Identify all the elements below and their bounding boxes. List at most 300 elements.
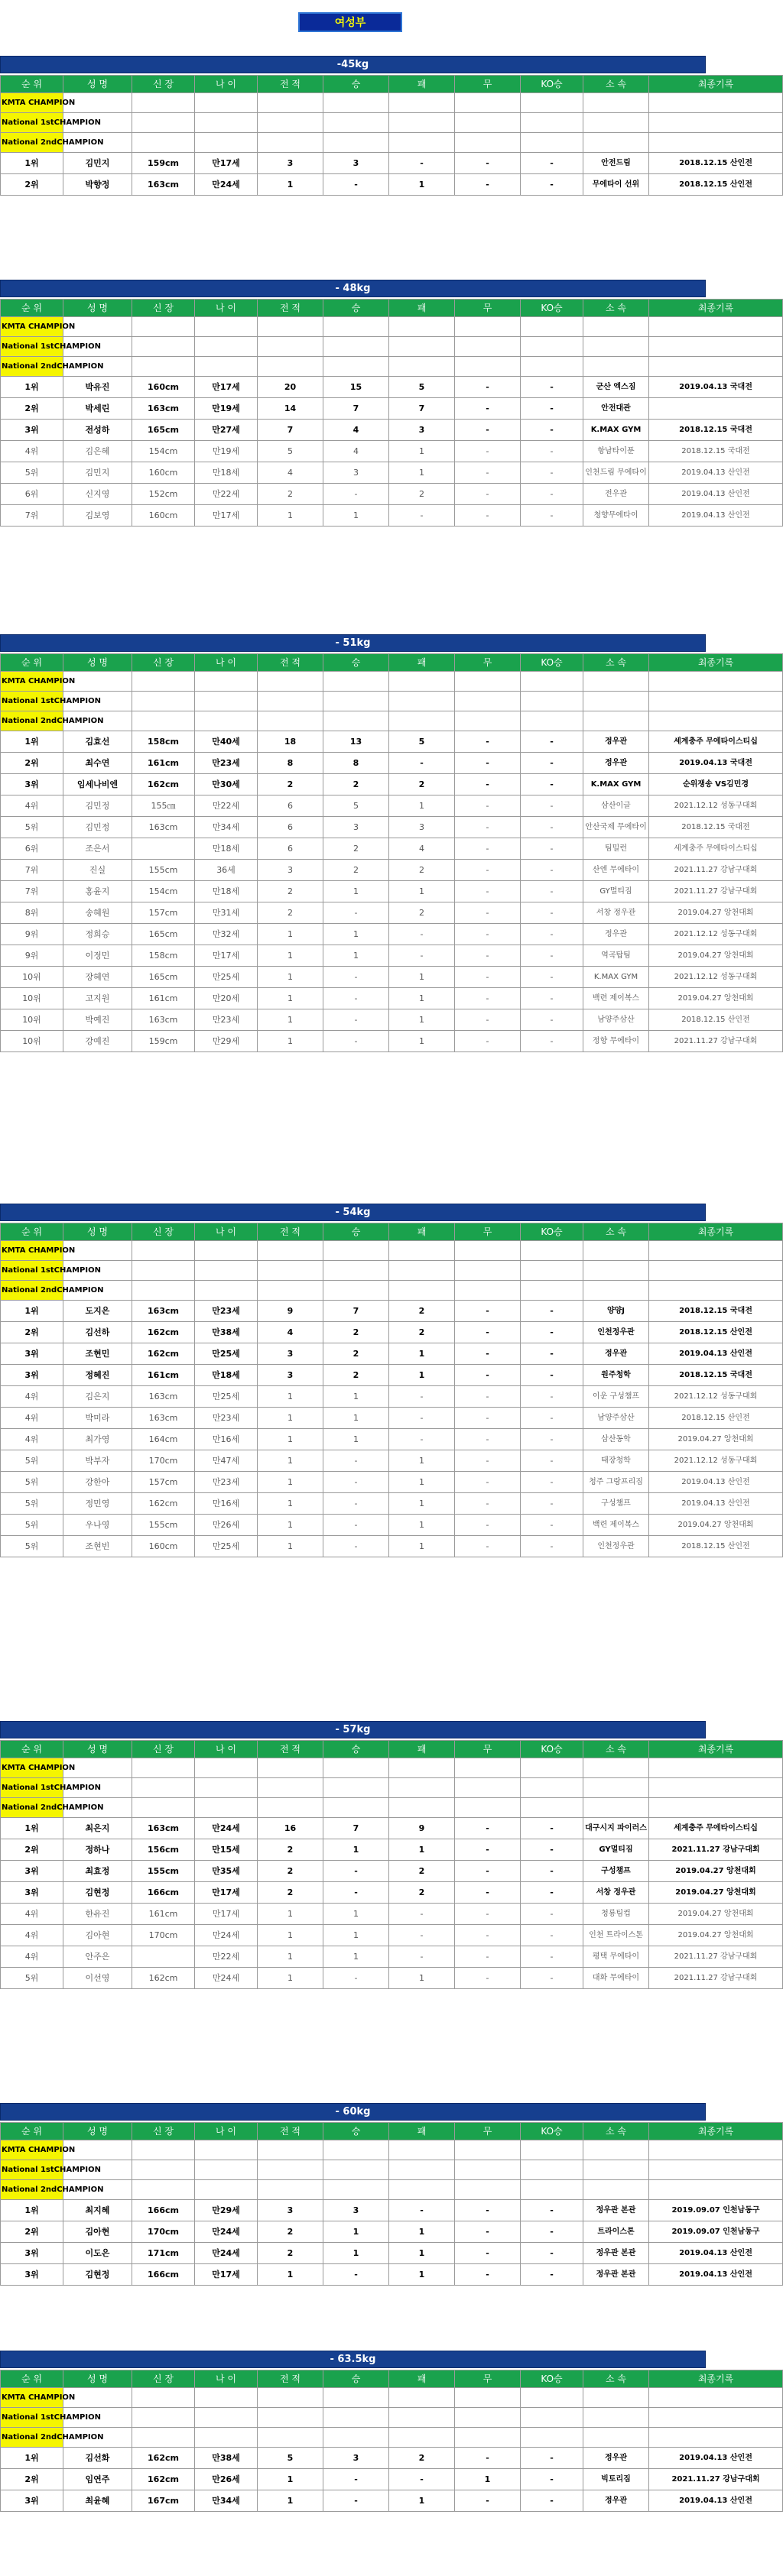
table-row xyxy=(1,2264,783,2286)
cell-age: 만17세 xyxy=(195,945,258,967)
cell-loss: 2 xyxy=(389,2448,455,2469)
cell-last: 2018.12.15 국대전 xyxy=(649,441,783,462)
cell-rank: 10위 xyxy=(1,1009,63,1031)
cell-height: 152cm xyxy=(132,484,195,505)
empty-cell xyxy=(323,672,389,692)
cell-loss: 2 xyxy=(389,1301,455,1322)
column-header: 무 xyxy=(455,1741,521,1758)
cell-name: 강예진 xyxy=(63,1031,132,1052)
cell-last: 2019.04.13 산인전 xyxy=(649,2448,783,2469)
empty-cell xyxy=(258,1758,323,1778)
cell-age: 만20세 xyxy=(195,988,258,1009)
column-header: 최종기록 xyxy=(649,300,783,317)
cell-win: 2 xyxy=(323,860,389,881)
cell-win: - xyxy=(323,1861,389,1882)
cell-ko: - xyxy=(521,2264,583,2286)
empty-cell xyxy=(389,2180,455,2200)
cell-record: 2 xyxy=(258,1839,323,1861)
cell-rank: 7위 xyxy=(1,881,63,902)
cell-rank: 3위 xyxy=(1,1861,63,1882)
cell-record: 1 xyxy=(258,1515,323,1536)
column-header: 무 xyxy=(455,300,521,317)
cell-win: 1 xyxy=(323,1946,389,1968)
empty-cell xyxy=(583,357,649,377)
cell-draw: - xyxy=(455,945,521,967)
cell-team: 대화 무에타이 xyxy=(583,1968,649,1989)
cell-name: 전성하 xyxy=(63,420,132,441)
empty-cell xyxy=(258,2180,323,2200)
table-row xyxy=(1,377,783,398)
empty-cell xyxy=(649,2140,783,2160)
cell-name: 박세린 xyxy=(63,398,132,420)
table-header-row xyxy=(1,1741,783,1758)
table-header-row xyxy=(1,654,783,672)
cell-win: 1 xyxy=(323,2243,389,2264)
cell-loss: - xyxy=(389,2469,455,2490)
cell-age: 만23세 xyxy=(195,1408,258,1429)
cell-name: 이선영 xyxy=(63,1968,132,1989)
cell-last: 2019.04.13 산인전 xyxy=(649,1343,783,1365)
empty-cell xyxy=(195,711,258,731)
cell-loss: - xyxy=(389,2200,455,2221)
cell-win: 4 xyxy=(323,441,389,462)
empty-cell xyxy=(583,2408,649,2428)
empty-cell xyxy=(649,2388,783,2408)
cell-rank: 10위 xyxy=(1,967,63,988)
cell-name: 안주은 xyxy=(63,1946,132,1968)
cell-rank: 5위 xyxy=(1,1968,63,1989)
cell-ko: - xyxy=(521,1861,583,1882)
cell-ko: - xyxy=(521,860,583,881)
cell-ko: - xyxy=(521,398,583,420)
empty-cell xyxy=(521,1758,583,1778)
cell-draw: - xyxy=(455,1343,521,1365)
column-header: KO승 xyxy=(521,300,583,317)
cell-ko: - xyxy=(521,988,583,1009)
cell-loss: - xyxy=(389,153,455,174)
cell-rank: 2위 xyxy=(1,1322,63,1343)
champion-row xyxy=(1,1281,783,1301)
cell-last: 2019.04.27 앙천대회 xyxy=(649,988,783,1009)
cell-name: 송혜원 xyxy=(63,902,132,924)
cell-loss: 9 xyxy=(389,1818,455,1839)
table-row xyxy=(1,753,783,774)
empty-cell xyxy=(521,692,583,711)
empty-cell xyxy=(389,711,455,731)
cell-draw: - xyxy=(455,484,521,505)
cell-rank: 3위 xyxy=(1,1882,63,1904)
empty-cell xyxy=(455,2160,521,2180)
cell-rank: 5위 xyxy=(1,1472,63,1493)
cell-win: - xyxy=(323,967,389,988)
cell-ko: - xyxy=(521,1904,583,1925)
cell-ko: - xyxy=(521,1925,583,1946)
empty-cell xyxy=(258,337,323,357)
weight-class-header: - 48kg xyxy=(0,280,706,297)
cell-height: 155cm xyxy=(132,860,195,881)
champion-label: National 1stCHAMPION xyxy=(1,113,63,133)
cell-rank: 10위 xyxy=(1,1031,63,1052)
cell-loss: 1 xyxy=(389,441,455,462)
cell-name: 도지은 xyxy=(63,1301,132,1322)
cell-loss: 2 xyxy=(389,774,455,795)
cell-rank: 5위 xyxy=(1,1515,63,1536)
empty-cell xyxy=(258,2388,323,2408)
cell-age: 만22세 xyxy=(195,484,258,505)
cell-win: - xyxy=(323,1493,389,1515)
empty-cell xyxy=(583,317,649,337)
table-row xyxy=(1,2469,783,2490)
cell-team: 서창 정우관 xyxy=(583,902,649,924)
empty-cell xyxy=(132,2388,195,2408)
cell-record: 2 xyxy=(258,902,323,924)
cell-last: 2021.12.12 성동구대회 xyxy=(649,967,783,988)
empty-cell xyxy=(132,337,195,357)
cell-draw: - xyxy=(455,398,521,420)
cell-team: 삼산이글 xyxy=(583,795,649,817)
cell-loss: 1 xyxy=(389,881,455,902)
cell-record: 1 xyxy=(258,1386,323,1408)
champion-label: National 2ndCHAMPION xyxy=(1,357,63,377)
empty-cell xyxy=(649,692,783,711)
cell-draw: - xyxy=(455,838,521,860)
cell-team: 청향무에타이 xyxy=(583,505,649,527)
empty-cell xyxy=(649,317,783,337)
empty-cell xyxy=(521,1281,583,1301)
cell-height: 166cm xyxy=(132,1882,195,1904)
cell-ko: - xyxy=(521,462,583,484)
column-header: 나 이 xyxy=(195,1741,258,1758)
cell-record: 3 xyxy=(258,2200,323,2221)
cell-team: 인천드림 무에타이 xyxy=(583,462,649,484)
cell-record: 9 xyxy=(258,1301,323,1322)
cell-win: 2 xyxy=(323,1343,389,1365)
champion-label: KMTA CHAMPION xyxy=(1,317,63,337)
empty-cell xyxy=(455,711,521,731)
cell-ko: - xyxy=(521,817,583,838)
cell-last: 2018.12.15 산인전 xyxy=(649,153,783,174)
cell-last: 2019.04.13 산인전 xyxy=(649,2264,783,2286)
empty-cell xyxy=(389,93,455,113)
champion-label: National 1stCHAMPION xyxy=(1,2408,63,2428)
cell-age: 만34세 xyxy=(195,817,258,838)
cell-draw: - xyxy=(455,881,521,902)
cell-rank: 5위 xyxy=(1,817,63,838)
champion-row xyxy=(1,692,783,711)
cell-win: 1 xyxy=(323,945,389,967)
cell-name: 박미라 xyxy=(63,1408,132,1429)
cell-draw: - xyxy=(455,924,521,945)
column-header: 소 속 xyxy=(583,300,649,317)
champion-label: National 2ndCHAMPION xyxy=(1,2180,63,2200)
cell-ko: - xyxy=(521,1493,583,1515)
cell-win: 7 xyxy=(323,398,389,420)
column-header: 전 적 xyxy=(258,1741,323,1758)
cell-ko: - xyxy=(521,1946,583,1968)
cell-ko: - xyxy=(521,1301,583,1322)
empty-cell xyxy=(583,1241,649,1261)
cell-height: 163cm xyxy=(132,1009,195,1031)
cell-last: 2018.12.15 국대전 xyxy=(649,817,783,838)
empty-cell xyxy=(258,711,323,731)
empty-cell xyxy=(389,1241,455,1261)
cell-rank: 1위 xyxy=(1,1301,63,1322)
cell-ko: - xyxy=(521,1515,583,1536)
cell-team: 인천 트라이스톤 xyxy=(583,1925,649,1946)
champion-label: National 2ndCHAMPION xyxy=(1,1281,63,1301)
empty-cell xyxy=(258,1798,323,1818)
cell-team: 정우관 xyxy=(583,2490,649,2512)
empty-cell xyxy=(649,113,783,133)
cell-height: 163cm xyxy=(132,1408,195,1429)
empty-cell xyxy=(195,1261,258,1281)
cell-draw: - xyxy=(455,2448,521,2469)
cell-team: 정우관 xyxy=(583,924,649,945)
champion-row xyxy=(1,2408,783,2428)
champion-label: KMTA CHAMPION xyxy=(1,1758,63,1778)
table-row xyxy=(1,153,783,174)
cell-win: 7 xyxy=(323,1818,389,1839)
cell-win: 15 xyxy=(323,377,389,398)
column-header: 나 이 xyxy=(195,76,258,93)
cell-team: 인천정우관 xyxy=(583,1322,649,1343)
cell-loss: - xyxy=(389,1946,455,1968)
empty-cell xyxy=(649,1778,783,1798)
cell-rank: 10위 xyxy=(1,988,63,1009)
cell-win: 4 xyxy=(323,420,389,441)
cell-name: 최지혜 xyxy=(63,2200,132,2221)
cell-draw: - xyxy=(455,2200,521,2221)
cell-name: 김보영 xyxy=(63,505,132,527)
cell-name: 김현정 xyxy=(63,2264,132,2286)
column-header: 전 적 xyxy=(258,1223,323,1241)
empty-cell xyxy=(583,133,649,153)
cell-name: 김선화 xyxy=(63,2448,132,2469)
cell-loss: 1 xyxy=(389,1968,455,1989)
cell-ko: - xyxy=(521,1408,583,1429)
cell-loss: 2 xyxy=(389,860,455,881)
empty-cell xyxy=(455,2180,521,2200)
empty-cell xyxy=(521,93,583,113)
cell-rank: 4위 xyxy=(1,1429,63,1450)
column-header: 신 장 xyxy=(132,1223,195,1241)
cell-team: 남양주삼산 xyxy=(583,1009,649,1031)
cell-draw: - xyxy=(455,1536,521,1557)
table-row xyxy=(1,1536,783,1557)
cell-height: 158cm xyxy=(132,945,195,967)
column-header: 신 장 xyxy=(132,300,195,317)
cell-record: 1 xyxy=(258,1031,323,1052)
empty-cell xyxy=(323,357,389,377)
cell-team: K.MAX GYM xyxy=(583,967,649,988)
cell-record: 18 xyxy=(258,731,323,753)
empty-cell xyxy=(389,317,455,337)
empty-cell xyxy=(323,1758,389,1778)
cell-win: 1 xyxy=(323,881,389,902)
cell-last: 2019.04.27 앙천대회 xyxy=(649,1861,783,1882)
cell-draw: - xyxy=(455,1882,521,1904)
column-header: 순 위 xyxy=(1,300,63,317)
cell-ko: - xyxy=(521,1536,583,1557)
cell-team: 정우관 xyxy=(583,753,649,774)
cell-age: 만29세 xyxy=(195,2200,258,2221)
cell-last: 2019.04.13 산인전 xyxy=(649,1493,783,1515)
column-header: 성 명 xyxy=(63,2370,132,2388)
empty-cell xyxy=(323,2180,389,2200)
cell-height: 161cm xyxy=(132,753,195,774)
cell-team: 정우관 xyxy=(583,731,649,753)
champion-label: National 1stCHAMPION xyxy=(1,692,63,711)
champion-row xyxy=(1,1758,783,1778)
cell-age: 만27세 xyxy=(195,420,258,441)
ranking-table xyxy=(0,2122,783,2286)
cell-rank: 3위 xyxy=(1,2264,63,2286)
empty-cell xyxy=(195,1241,258,1261)
cell-rank: 4위 xyxy=(1,1925,63,1946)
cell-age: 만26세 xyxy=(195,1515,258,1536)
column-header: 패 xyxy=(389,1223,455,1241)
column-header: KO승 xyxy=(521,1223,583,1241)
cell-height: 164cm xyxy=(132,1429,195,1450)
cell-age: 만26세 xyxy=(195,2469,258,2490)
table-row xyxy=(1,1946,783,1968)
column-header: 전 적 xyxy=(258,654,323,672)
cell-record: 1 xyxy=(258,1493,323,1515)
cell-team: 대구시지 파이러스 xyxy=(583,1818,649,1839)
cell-loss: 3 xyxy=(389,817,455,838)
table-row xyxy=(1,2448,783,2469)
cell-loss: 5 xyxy=(389,731,455,753)
cell-loss: 1 xyxy=(389,795,455,817)
cell-height: 158cm xyxy=(132,731,195,753)
empty-cell xyxy=(132,672,195,692)
cell-loss: 1 xyxy=(389,462,455,484)
empty-cell xyxy=(258,133,323,153)
cell-team: 역곡탑팀 xyxy=(583,945,649,967)
cell-last: 2021.11.27 강남구대회 xyxy=(649,2469,783,2490)
empty-cell xyxy=(132,711,195,731)
cell-name: 임연주 xyxy=(63,2469,132,2490)
cell-draw: - xyxy=(455,1450,521,1472)
cell-ko: - xyxy=(521,1968,583,1989)
empty-cell xyxy=(389,1778,455,1798)
table-row xyxy=(1,420,783,441)
empty-cell xyxy=(323,93,389,113)
weight-class-header: -45kg xyxy=(0,56,706,73)
cell-record: 14 xyxy=(258,398,323,420)
empty-cell xyxy=(583,2160,649,2180)
cell-ko: - xyxy=(521,1882,583,1904)
champion-label: National 1stCHAMPION xyxy=(1,337,63,357)
cell-age: 만34세 xyxy=(195,2490,258,2512)
cell-record: 1 xyxy=(258,174,323,196)
cell-rank: 3위 xyxy=(1,774,63,795)
cell-name: 최수연 xyxy=(63,753,132,774)
table-row xyxy=(1,174,783,196)
cell-record: 7 xyxy=(258,420,323,441)
cell-name: 홍윤지 xyxy=(63,881,132,902)
cell-record: 1 xyxy=(258,505,323,527)
empty-cell xyxy=(455,692,521,711)
cell-age: 만22세 xyxy=(195,1946,258,1968)
empty-cell xyxy=(132,1241,195,1261)
empty-cell xyxy=(455,357,521,377)
cell-height: 156cm xyxy=(132,1839,195,1861)
column-header: 패 xyxy=(389,2123,455,2140)
champion-label: National 2ndCHAMPION xyxy=(1,711,63,731)
empty-cell xyxy=(195,337,258,357)
cell-win: 2 xyxy=(323,1365,389,1386)
empty-cell xyxy=(521,1261,583,1281)
column-header: 소 속 xyxy=(583,2370,649,2388)
cell-last: 2019.04.27 앙천대회 xyxy=(649,1904,783,1925)
cell-team: 삼산동학 xyxy=(583,1429,649,1450)
column-header: 무 xyxy=(455,76,521,93)
cell-draw: - xyxy=(455,731,521,753)
cell-loss: - xyxy=(389,753,455,774)
table-row xyxy=(1,988,783,1009)
cell-loss: - xyxy=(389,1386,455,1408)
empty-cell xyxy=(132,317,195,337)
empty-cell xyxy=(323,2428,389,2448)
cell-age: 만25세 xyxy=(195,1386,258,1408)
cell-last: 2018.12.15 국대전 xyxy=(649,1365,783,1386)
empty-cell xyxy=(455,1798,521,1818)
cell-name: 조현민 xyxy=(63,1343,132,1365)
cell-last: 2019.04.27 앙천대회 xyxy=(649,1882,783,1904)
column-header: 승 xyxy=(323,76,389,93)
cell-age: 만16세 xyxy=(195,1429,258,1450)
table-row xyxy=(1,795,783,817)
cell-rank: 1위 xyxy=(1,731,63,753)
cell-rank: 6위 xyxy=(1,484,63,505)
cell-record: 16 xyxy=(258,1818,323,1839)
cell-team: 양양J xyxy=(583,1301,649,1322)
empty-cell xyxy=(649,2180,783,2200)
empty-cell xyxy=(132,1281,195,1301)
cell-rank: 4위 xyxy=(1,1904,63,1925)
cell-rank: 3위 xyxy=(1,1343,63,1365)
cell-team: 남양주삼산 xyxy=(583,1408,649,1429)
cell-rank: 3위 xyxy=(1,2243,63,2264)
empty-cell xyxy=(195,1281,258,1301)
cell-loss: 1 xyxy=(389,1450,455,1472)
empty-cell xyxy=(195,672,258,692)
cell-age: 만38세 xyxy=(195,2448,258,2469)
cell-height: 155cm xyxy=(132,1861,195,1882)
empty-cell xyxy=(258,2160,323,2180)
empty-cell xyxy=(195,317,258,337)
cell-age: 만17세 xyxy=(195,505,258,527)
empty-cell xyxy=(195,2428,258,2448)
cell-ko: - xyxy=(521,838,583,860)
cell-draw: - xyxy=(455,860,521,881)
cell-win: 7 xyxy=(323,1301,389,1322)
cell-rank: 3위 xyxy=(1,2490,63,2512)
empty-cell xyxy=(323,1778,389,1798)
cell-age: 만25세 xyxy=(195,1343,258,1365)
column-header: 패 xyxy=(389,2370,455,2388)
cell-height: 165cm xyxy=(132,420,195,441)
cell-loss: 2 xyxy=(389,1882,455,1904)
empty-cell xyxy=(583,672,649,692)
cell-last: 2021.11.27 강남구대회 xyxy=(649,881,783,902)
cell-rank: 2위 xyxy=(1,1839,63,1861)
empty-cell xyxy=(649,1281,783,1301)
cell-win: - xyxy=(323,1472,389,1493)
column-header: KO승 xyxy=(521,1741,583,1758)
cell-ko: - xyxy=(521,881,583,902)
